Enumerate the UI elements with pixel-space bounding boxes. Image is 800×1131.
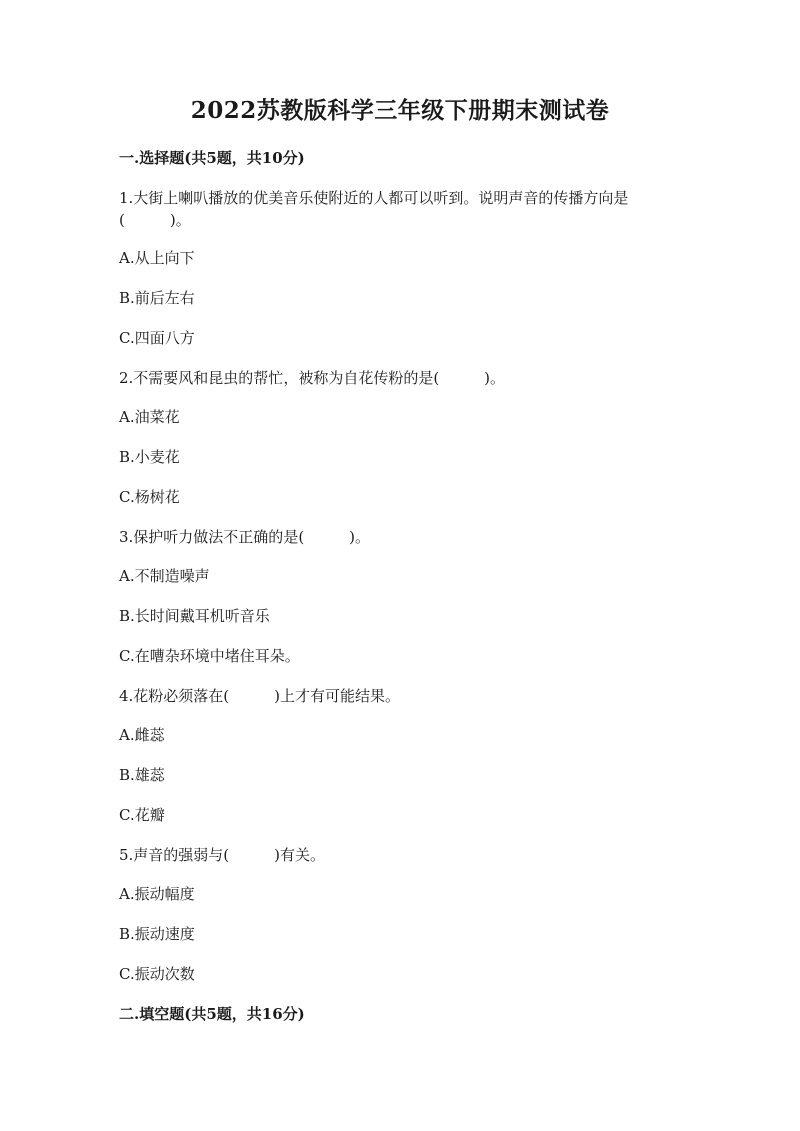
question-3-stem: 3.保护听力做法不正确的是( )。 <box>119 528 371 546</box>
question-2-stem: 2.不需要风和昆虫的帮忙，被称为自花传粉的是( )。 <box>119 369 506 387</box>
section-heading-fill-in-blank: 二.填空题(共5题，共16分) <box>119 1005 305 1023</box>
question-5-option-a: A.振动幅度 <box>119 885 195 903</box>
section-heading-multiple-choice: 一.选择题(共5题，共10分) <box>119 149 305 167</box>
question-2-option-c: C.杨树花 <box>119 488 180 506</box>
question-5-stem: 5.声音的强弱与( )有关。 <box>119 846 326 864</box>
question-3-option-c: C.在嘈杂环境中堵住耳朵。 <box>119 647 300 665</box>
question-4-option-c: C.花瓣 <box>119 806 165 824</box>
question-1-option-a: A.从上向下 <box>119 249 195 267</box>
question-1-stem-line-2: ( )。 <box>119 211 191 229</box>
question-1-option-b: B.前后左右 <box>119 289 195 307</box>
page-title: 2022苏教版科学三年级下册期末测试卷 <box>190 97 610 124</box>
question-4-stem: 4.花粉必须落在( )上才有可能结果。 <box>119 687 401 705</box>
question-5-option-b: B.振动速度 <box>119 925 195 943</box>
question-4-option-a: A.雌蕊 <box>119 726 165 744</box>
question-3-option-a: A.不制造噪声 <box>119 567 210 585</box>
question-2-option-a: A.油菜花 <box>119 408 180 426</box>
question-4-option-b: B.雄蕊 <box>119 766 165 784</box>
question-2-option-b: B.小麦花 <box>119 448 180 466</box>
question-3-option-b: B.长时间戴耳机听音乐 <box>119 607 270 625</box>
question-1-option-c: C.四面八方 <box>119 329 195 347</box>
question-5-option-c: C.振动次数 <box>119 965 195 983</box>
question-1-stem-line-1: 1.大街上喇叭播放的优美音乐使附近的人都可以听到。说明声音的传播方向是 <box>119 189 629 207</box>
